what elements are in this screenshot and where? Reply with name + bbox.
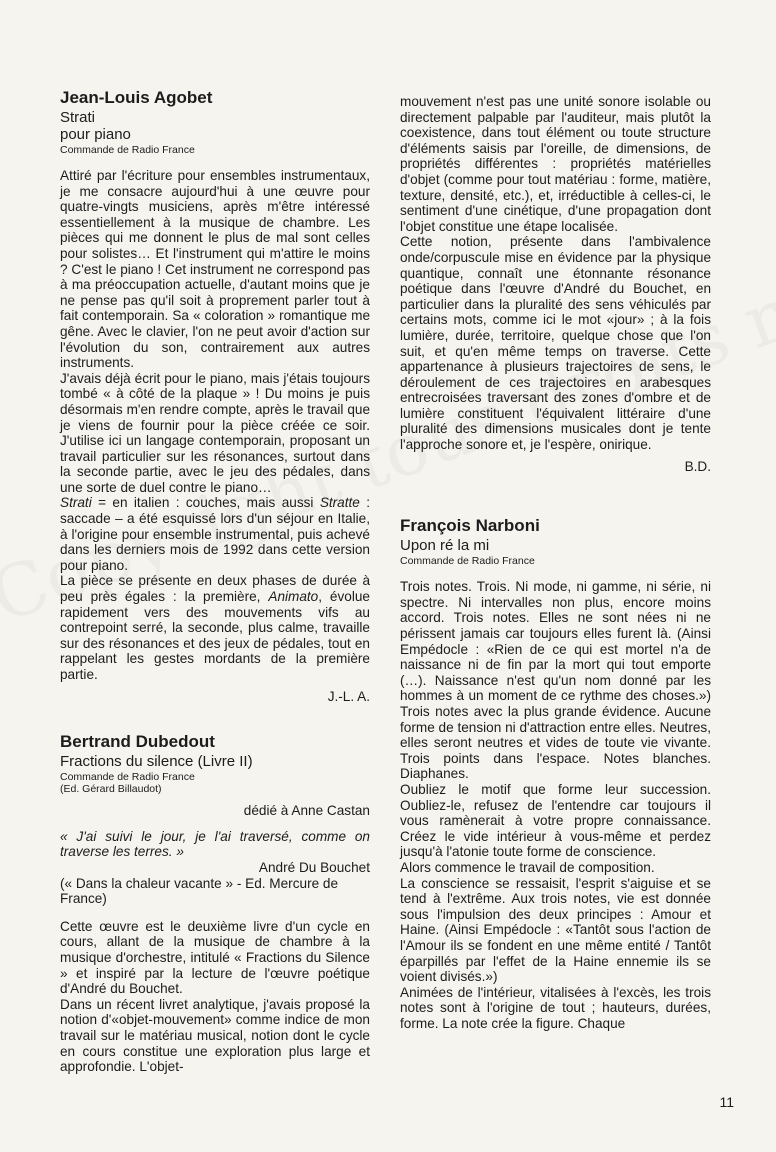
text-run: : saccade – a été esquissé lors d'un séjour en Italie, à l'origine pour ensemble instrumental, puis achevé dans les derniers mois de 1992 dans cette version pour piano. [60,495,370,573]
dedication: dédié à Anne Castan [243,803,370,819]
work-title: Fractions du silence (Livre II) [60,753,253,771]
left-column [60,88,370,1075]
body-paragraph [60,573,370,682]
work-title: Upon ré la mi [400,537,490,555]
body-paragraph: mouvement n'est pas une unité sonore isolable ou directement palpable par l'auditeur, mais plutôt la coexistence, dans tout élément ou toute structure d'éléments saisis par l'oreille, de dimensions, de propriétés différentes : propriétés matérielles d'objet (comme pour tout matériau : forme, matière, texture, densité, etc.), et, irréductible à celles-ci, le sentiment d'une cinétique, d'une propagation dont l'objet constitue une étape localisée. [400,94,711,234]
body-paragraph: Alors commence le travail de composition. [400,859,655,875]
body-paragraph: Cette notion, présente dans l'ambivalence onde/corpuscule mise en évidence par la physique quantique, connaît une étonnante résonance poétique dans l'œuvre d'André du Bouchet, en particulier dans la pluralité des sens véhiculés par certains mots, comme ici le mot «jour» ; à la fois lumière, durée, territoire, quelque chose que l'on suit, et qu'en même temps on traverse. Cette appartenance à plusieurs trajectoires de sens, le déroulement de ces trajectoires en arabesques entrecroisées traversant des zones d'ombre et de lumière constituent l'équivalent littéraire d'une pluralité des dimensions musicales dont je tente l'approche sonore et, je l'espère, onirique. [400,234,711,453]
composer-name: Bertrand Dubedout [60,732,215,752]
right-column [400,94,711,1031]
composer-name: Jean-Louis Agobet [60,88,213,107]
page-number: 11 [719,1094,734,1110]
body-paragraph: Trois notes. Trois. Ni mode, ni gamme, ni série, ni spectre. Ni intervalles non plus, encore moins accord. Trois notes. Elles ne sont nées ni ne périssent jamais car toujours elles furent là. (Ainsi Empédocle : «Rien de ce qui est mortel n'a de naissance ni de fin par la mort qui tout emporte (…). Naissance n'est qu'un nom donné par les hommes à un moment de ce rythme des choses.») Trois notes avec la plus grande évidence. Aucune forme de tension ni d'attraction entre elles. Neutres, elles seront neutres et vides de toute vie vivante. Trois points dans l'espace. Notes blanches. Diaphanes. [400,579,711,782]
italic-term: Animato [268,589,319,605]
narboni-section [400,516,711,1031]
text-run: = en italien : couches, mais aussi [91,495,320,511]
work-title: Strati [60,109,96,126]
quote-author: André Du Bouchet [258,859,370,875]
agobet-section [60,88,370,704]
publisher-note: (Ed. Gérard Billaudot) [60,783,162,796]
dubedout-section [60,732,370,1075]
text-run: , évolue rapidement vers des mouvements vifs au contrepoint serré, la seconde, plus calme, travaille sur des résonances et des jeux de pédales, tout en rappelant les gestes mordants de la première partie. [60,589,370,682]
commission-note: Commande de Radio France [400,555,535,568]
body-paragraph: Attiré par l'écriture pour ensembles instrumentaux, je me consacre aujourd'hui à une œuvre pour quatre-vingts musiciens, après m'être intéressé essentiellement à la musique de chambre. Les pièces qui me donnent le plus de mal sont celles pour solistes… Et l'instrument qui m'attire le moins ? C'est le piano ! Cet instrument ne correspond pas à ma préoccupation actuelle, d'autant moins que je ne pense pas qu'il soit à proprement parler tout à fait contemporain. Sa « coloration » romantique me gêne. Avec le clavier, l'on ne peut avoir d'action sur l'évolution du son, contrairement aux autres instruments. [60,168,370,371]
body-paragraph: Oubliez le motif que forme leur succession. Oubliez-le, refusez de l'entendre car toujours il vous ramènerait à votre propre connaissance. Créez le vide intérieur à vous-même et perdez jusqu'à l'atonie toute forme de conscience. [400,781,711,860]
epigraph-quote: « J'ai suivi le jour, je l'ai traversé, comme on traverse les terres. » [60,828,370,860]
work-subtitle: pour piano [60,126,131,143]
body-paragraph: Dans un récent livret analytique, j'avais proposé la notion d'«objet-mouvement» comme indice de mon travail sur le matériau musical, notion dont le cycle en cours constitue une exploration plus large et approfondie. L'objet- [60,996,370,1075]
commission-note: Commande de Radio France [60,771,195,784]
author-initials: J.-L. A. [327,688,370,704]
body-paragraph: Cette œuvre est le deuxième livre d'un cycle en cours, allant de la musique de chambre à la musique d'orchestre, intitulé « Fractions du Silence » et inspiré par la lecture de l'œuvre poétique d'André du Bouchet. [60,918,370,997]
quote-source: (« Dans la chaleur vacante » - Ed. Mercure de France) [60,875,339,907]
body-paragraph: Animées de l'intérieur, vitalisées à l'excès, les trois notes sont à l'origine de tout ; hauteurs, durées, forme. La note crée la figure. Chaque [400,984,711,1031]
dubedout-continued [400,94,711,474]
text-run: La pièce se présente en deux phases de durée à peu près égales : la première, [60,573,370,605]
author-initials: B.D. [684,458,711,474]
body-paragraph: La conscience se ressaisit, l'esprit s'aiguise et se tend à l'extrême. Aux trois notes, vie est donnée sous l'impulsion des deux principes : Amour et Haine. (Ainsi Empédocle : «Tantôt sous l'action de l'Amour ils se fondent en une même entité / Tantôt éparpillés par l'effet de la Haine ennemie ils se voient divisés.») [400,875,711,985]
italic-term: Strati [60,495,92,511]
italic-term: Stratte [319,495,360,511]
body-paragraph: J'avais déjà écrit pour le piano, mais j'étais toujours tombé « à côté de la plaque » ! Du moins je puis désormais m'en rendre compte, après le travail que je viens de fournir pour la pièce créée ce soir. J'utilise ici un langage contemporain, proposant un travail particulier sur les résonances, surtout dans la seconde partie, avec le jeu des pédales, dans une sorte de duel contre le piano… [60,370,370,495]
commission-note: Commande de Radio France [60,144,195,156]
body-paragraph [60,495,370,573]
composer-name: François Narboni [400,516,540,536]
